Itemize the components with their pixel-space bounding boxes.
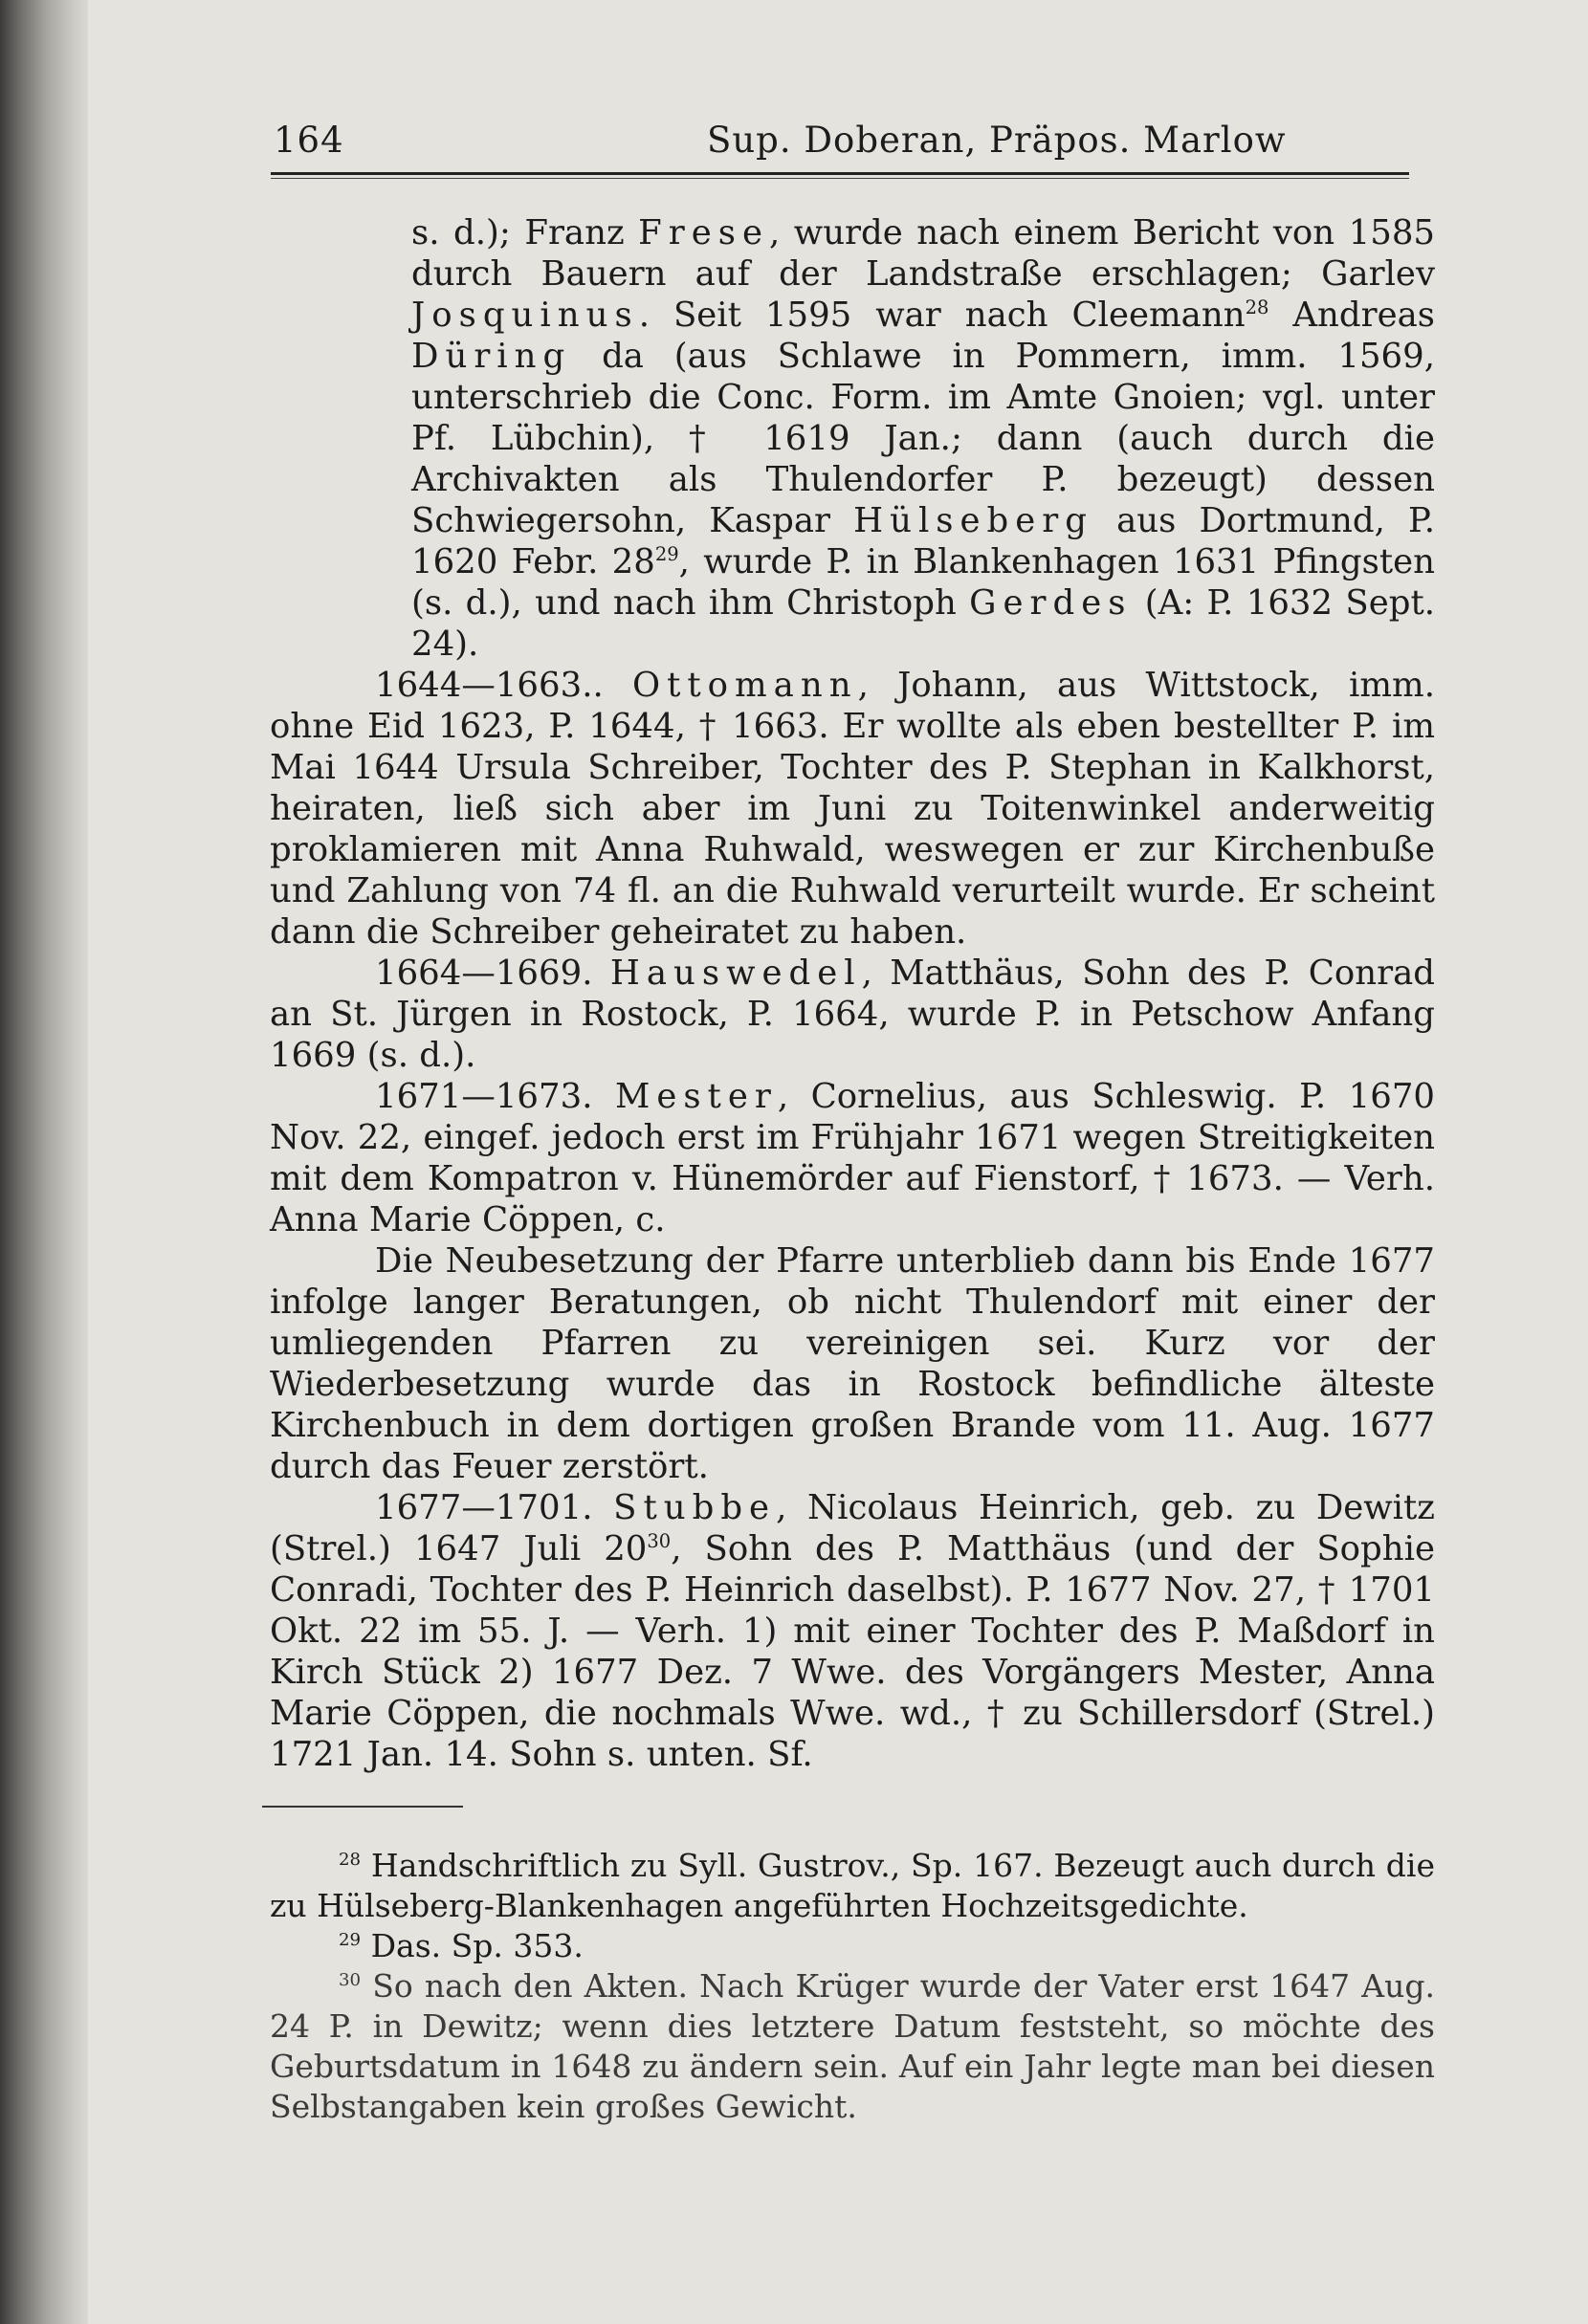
text-run: , Johann, aus Wittstock, imm. ohne Eid 1623, P. 1644, † 1663. Er wollte als eben bestellter P. im Mai 1644 Ursula Schreiber, Tochter des P. Stephan in Kalkhorst, heiraten, ließ sich aber im Juni zu Toitenwinkel anderweitig proklamieren mit Anna Ruhwald, weswegen er zur Kirchenbuße und Zahlung von 74 fl. an die Ruhwald verurteilt wurde. Er scheint dann die Schreiber geheiratet zu haben. [270,666,1436,952]
footnote-text: So nach den Akten. Nach Krüger wurde der Vater erst 1647 Aug. 24 P. in Dewitz; wenn dies letztere Datum feststeht, so möchte des Geburtsdatum in 1648 zu ändern sein. Auf ein Jahr legte man bei diesen Selbstangaben kein großes Gewicht. [270,1967,1435,2125]
text-run: , Cornelius, aus Schleswig. P. 1670 Nov. 22, eingef. jedoch erst im Frühjahr 1671 wegen Streitigkeiten mit dem Kompatron v. Hünemörder auf Fienstorf, † 1673. — Verh. Anna Marie Cöppen, c. [270,1077,1436,1239]
name-frese: Frese [638,213,770,252]
entry-hauswedel [270,953,1435,1076]
name-ottomann: Ottomann [632,666,858,705]
text-run: aus Dortmund, P. 1620 Febr. 28 [411,501,1436,581]
footnote-rule [262,1806,463,1808]
footnote-30 [270,1966,1435,2127]
name-stubbe: Stubbe [613,1488,777,1527]
footnotes [270,1846,1435,2127]
name-duering: Düring [411,337,572,376]
running-title: Sup. Doberan, Präpos. Marlow [707,120,1287,161]
footnote-number: 30 [339,1970,362,1990]
text-run: . Seit 1595 war nach Cleemann [638,296,1246,335]
text-run: , wurde P. in Blankenhagen 1631 Pfingsten (s. d.), und nach ihm Christoph [411,542,1435,623]
entry-stubbe [270,1487,1435,1775]
name-gerdes: Gerdes [969,583,1133,623]
footnote-28 [270,1846,1435,1926]
name-huelseberg: Hülseberg [853,501,1093,540]
page-header [186,120,1410,177]
entry-years: 1664—1669. [375,954,610,993]
main-text [270,212,1435,1775]
text-run: , Nicolaus Heinrich, geb. zu Dewitz (Strel.) 1647 Juli 20 [270,1488,1435,1568]
text-run: Andreas [1268,296,1435,335]
header-rule [271,172,1409,175]
page-number: 164 [274,120,344,161]
text-run: s. d.); Franz [411,213,639,252]
footnote-29 [270,1926,1435,1966]
entry-years: 1677—1701. [375,1488,614,1527]
footnote-text: Das. Sp. 353. [361,1927,584,1964]
entry-ottomann [270,665,1435,953]
entry-years: 1671—1673. [375,1077,615,1116]
name-hauswedel: Hauswedel [609,954,862,993]
footnote-number: 28 [339,1850,362,1870]
name-josquinus: Josquinus [411,296,639,335]
footnote-ref-29: 29 [654,543,679,566]
header-rule-thin [271,178,1409,179]
text-run: , Matthäus, Sohn des P. Conrad an St. Jürgen in Rostock, P. 1664, wurde P. in Petschow Anfang 1669 (s. d.). [270,954,1435,1075]
name-mester: Mester [614,1077,778,1116]
footnote-number: 29 [339,1930,362,1950]
footnote-text: Handschriftlich zu Syll. Gustrov., Sp. 167. Bezeugt auch durch die zu Hülseberg-Blankenhagen angeführten Hochzeitsgedichte. [270,1847,1435,1924]
entry-mester [270,1076,1435,1240]
paragraph-continuation [270,212,1435,665]
text-run: (A: P. 1632 Sept. 24). [411,583,1435,664]
book-spine-shadow [0,0,88,2324]
text-run: da (aus Schlawe in Pommern, imm. 1569, unterschrieb die Conc. Form. im Amte Gnoien; vgl. unter Pf. Lübchin), † 1619 Jan.; dann (auch durch die Archivakten als Thulendorfer P. bezeugt) dessen Schwiegersohn, Kaspar [411,337,1435,540]
footnote-ref-28: 28 [1245,296,1269,319]
paragraph-neubesetzung: Die Neubesetzung der Pfarre unterblieb dann bis Ende 1677 infolge langer Beratungen, ob nicht Thulendorf mit einer der umliegenden Pfarren zu vereinigen sei. Kurz vor der Wiederbesetzung wurde das in Rostock befindliche älteste Kirchenbuch in dem dortigen großen Brande vom 11. Aug. 1677 durch das Feuer zerstört. [270,1241,1435,1486]
entry-years: 1644—1663.. [375,666,633,705]
text-run: , Sohn des P. Matthäus (und der Sophie Conradi, Tochter des P. Heinrich daselbst). P. 1677 Nov. 27, † 1701 Okt. 22 im 55. J. — Verh. 1) mit einer Tochter des P. Maßdorf in Kirch Stück 2) 1677 Dez. 7 Wwe. des Vorgängers Mester, Anna Marie Cöppen, die nochmals Wwe. wd., † zu Schillersdorf (Strel.) 1721 Jan. 14. Sohn s. unten. Sf. [270,1529,1435,1774]
footnote-ref-30: 30 [647,1530,672,1553]
text-run: , wurde nach einem Bericht von 1585 durch Bauern auf der Landstraße erschlagen; Garlev [411,213,1436,294]
